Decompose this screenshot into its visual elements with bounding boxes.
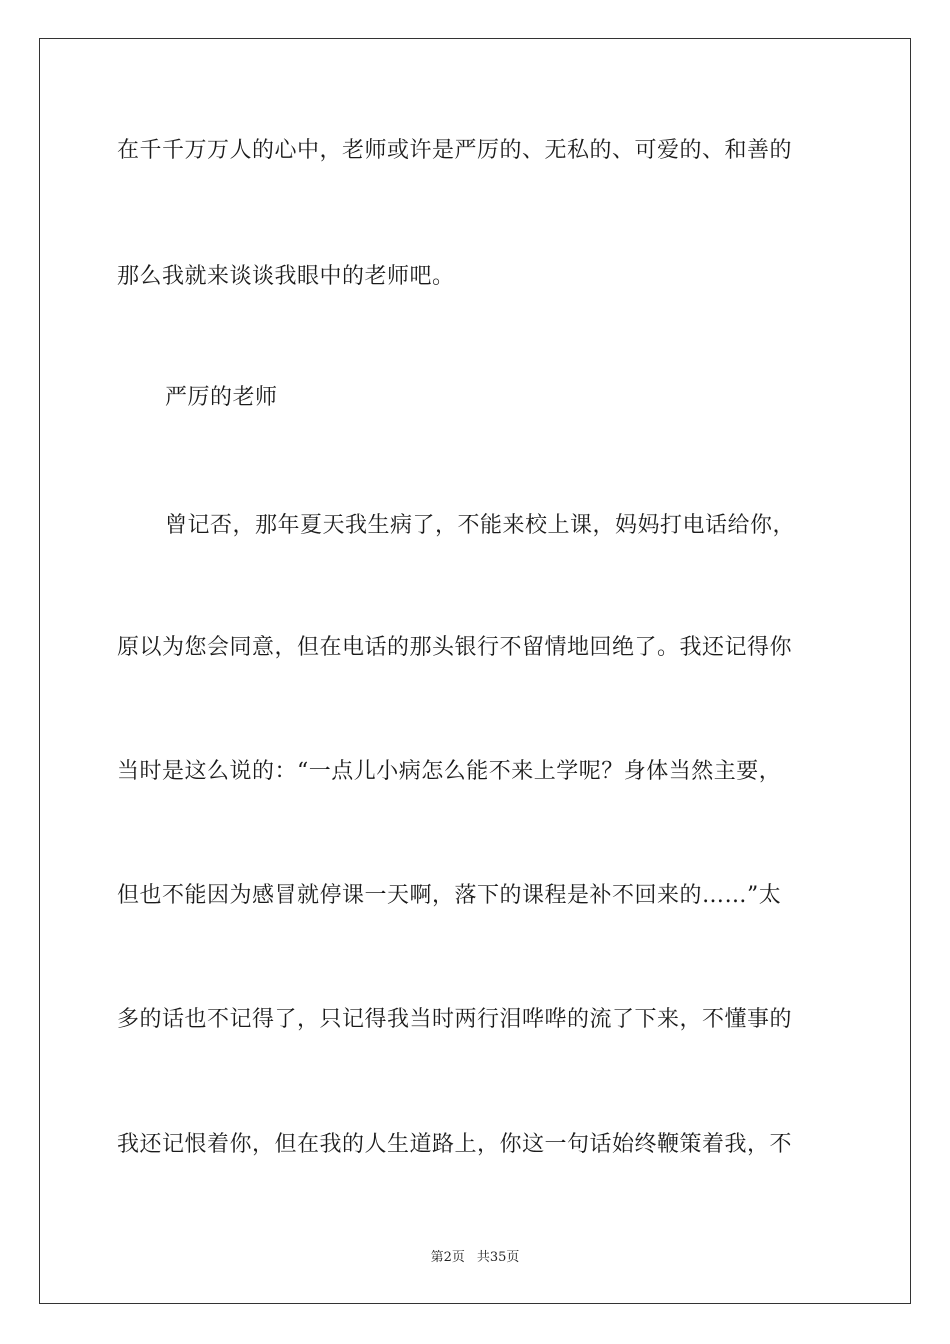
page-footer <box>0 1246 950 1265</box>
paragraph-line-7: 多的话也不记得了，只记得我当时两行泪哗哗的流了下来，不懂事的 <box>117 1007 793 1032</box>
section-heading: 严厉的老师 <box>165 385 278 410</box>
paragraph-line-2: 那么我就来谈谈我眼中的老师吧。 <box>117 264 455 289</box>
total-pages: 共35页 <box>476 1250 520 1265</box>
paragraph-line-5: 当时是这么说的：“一点儿小病怎么能不来上学呢？身体当然主要， <box>117 759 782 784</box>
page-border <box>39 38 911 1304</box>
paragraph-line-6: 但也不能因为感冒就停课一天啊，落下的课程是补不回来的……”太 <box>117 883 782 908</box>
page-number: 第2页 <box>430 1250 465 1265</box>
paragraph-line-1: 在千千万万人的心中，老师或许是严厉的、无私的、可爱的、和善的 <box>117 138 793 163</box>
paragraph-line-3: 曾记否，那年夏天我生病了，不能来校上课，妈妈打电话给你， <box>165 513 796 538</box>
paragraph-line-8: 我还记恨着你，但在我的人生道路上，你这一句话始终鞭策着我，不 <box>117 1132 793 1157</box>
paragraph-line-4: 原以为您会同意，但在电话的那头银行不留情地回绝了。我还记得你 <box>117 635 793 660</box>
